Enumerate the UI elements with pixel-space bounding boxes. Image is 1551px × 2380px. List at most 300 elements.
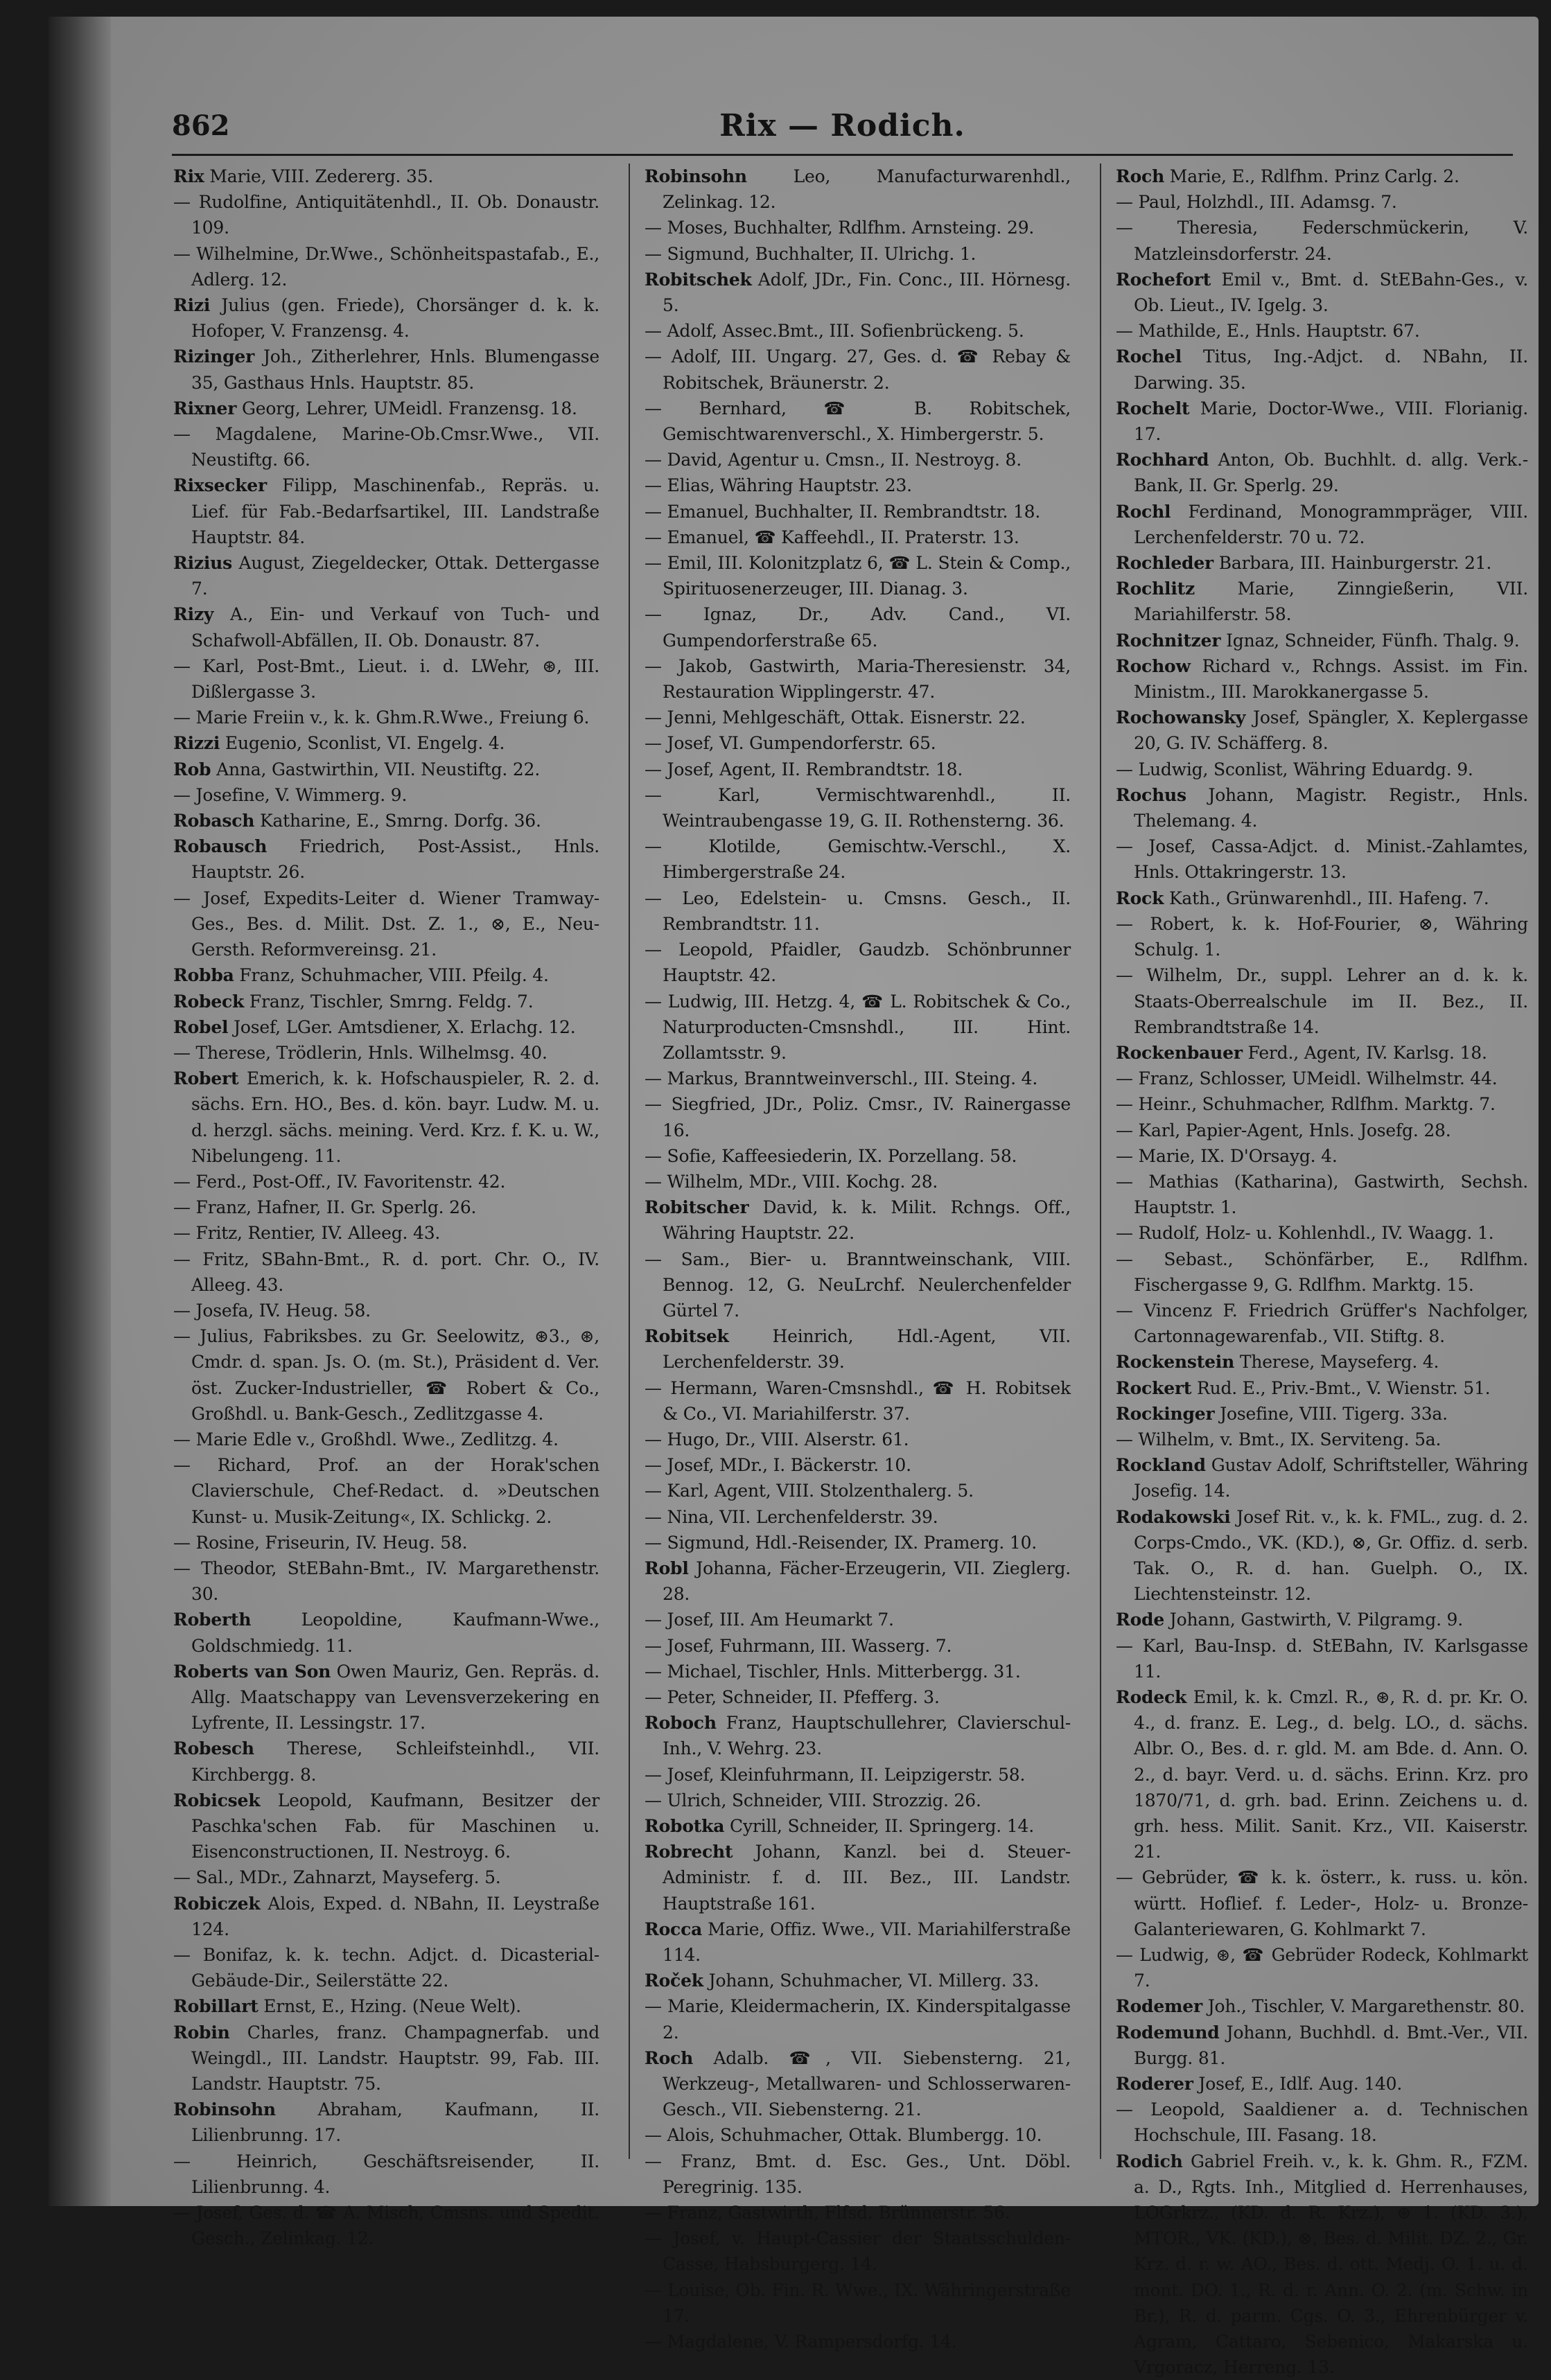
entry-details: Filipp, Maschinenfab., Repräs. u. Lief. für Fab.-Bedarfsartikel, III. Landstraße Hauptstr. 84. (191, 475, 599, 547)
directory-entry (1116, 344, 1528, 395)
entry-details: Julius (gen. Friede), Chorsänger d. k. k. Hofoper, V. Franzensg. 4. (191, 295, 599, 342)
entry-details: Titus, Ing.-Adjct. d. NBahn, II. Darwing. 35. (1134, 346, 1528, 393)
entry-details: — Sofie, Kaffeesiederin, IX. Porzellang. 58. (645, 1145, 1017, 1166)
entry-details: — Karl, Post-Bmt., Lieut. i. d. LWehr, ⊛, III. Dißlergasse 3. (173, 655, 599, 703)
directory-entry (645, 344, 1071, 395)
directory-entry (645, 782, 1071, 834)
entry-details: Ferd., Agent, IV. Karlsg. 18. (1242, 1042, 1487, 1063)
entry-details: Leopold, Kaufmann, Besitzer der Paschka'schen Fab. für Maschinen u. Eisenconstructionen, II. Nestroyg. 6. (191, 1790, 599, 1862)
entry-surname: Rochefort (1116, 269, 1211, 290)
entry-details: — Richard, Prof. an der Horak'schen Clavierschule, Chef-Redact. d. »Deutschen Kunst- u. Musik-Zeitung«, IX. Schlickg. 2. (173, 1455, 599, 1527)
directory-entry (173, 1169, 599, 1195)
entry-details: — Siegfried, JDr., Poliz. Cmsr., IV. Rainergasse 16. (645, 1094, 1071, 1140)
entry-details: Gustav Adolf, Schriftsteller, Währing Josefig. 14. (1134, 1455, 1528, 1501)
directory-entry (173, 1607, 599, 1658)
directory-entry (645, 1427, 1071, 1452)
entry-surname: Rochhard (1116, 450, 1209, 470)
entry-details: — Josef, MDr., I. Bäckerstr. 10. (645, 1455, 911, 1476)
entry-details: — Hugo, Dr., VIII. Alserstr. 61. (645, 1429, 909, 1449)
directory-entry (1116, 1942, 1528, 1993)
entry-details: — Marie Freiin v., k. k. Ghm.R.Wwe., Freiung 6. (173, 707, 590, 728)
directory-entry (645, 834, 1071, 885)
directory-entry (645, 1710, 1071, 1761)
directory-entry (173, 601, 599, 653)
entry-surname: Roboch (645, 1713, 717, 1734)
entry-surname: Robausch (173, 836, 268, 857)
directory-entry (645, 1813, 1071, 1839)
directory-entry (645, 885, 1071, 937)
entry-details: Josef Rit. v., k. k. FML., zug. d. 2. Corps-Cmdo., VK. (KD.), ⊗, Gr. Offiz. d. serb. Tak. O., R. d. han. Guelph. O., IX. Liechtensteinstr. 12. (1134, 1506, 1528, 1605)
directory-entry (645, 705, 1071, 730)
entry-details: — Karl, Vermischtwarenhdl., II. Weintraubengasse 19, G. II. Rothensterng. 36. (645, 784, 1071, 831)
entry-details: — Josef, VI. Gumpendorferstr. 65. (645, 733, 936, 754)
entry-details: Therese, Schleifsteinhdl., VII. Kirchbergg. 8. (191, 1738, 599, 1785)
running-title: Rix — Rodich. (719, 108, 965, 143)
entry-details: — Karl, Bau-Insp. d. StEBahn, IV. Karlsgasse 11. (1116, 1635, 1528, 1682)
entry-details: — Klotilde, Gemischtw.-Verschl., X. Himbergerstraße 24. (645, 836, 1071, 883)
directory-entry (1116, 1066, 1528, 1091)
entry-details: Franz, Tischler, Smrng. Feldg. 7. (244, 991, 534, 1012)
directory-entry (1116, 1993, 1528, 2019)
entry-surname: Rochelt (1116, 398, 1190, 418)
entry-details: — Josef, Agent, II. Rembrandtstr. 18. (645, 759, 963, 779)
directory-entry (645, 473, 1071, 498)
directory-entry (173, 653, 599, 705)
directory-entry (173, 241, 599, 292)
directory-entry (645, 2122, 1071, 2148)
entry-details: — Gebrüder, ☎ k. k. österr., k. russ. u. kön. württ. Hoflief. f. Leder-, Holz- u. Bronze-Galanteriewaren, G. Kohlmarkt 7. (1116, 1867, 1528, 1939)
entry-details: Josef, Spängler, X. Keplergasse 20, G. IV. Schäfferg. 8. (1134, 707, 1528, 754)
entry-surname: Rochl (1116, 501, 1171, 522)
directory-entry (173, 421, 599, 473)
entry-surname: Rock (1116, 888, 1164, 908)
entry-details: Rud. E., Priv.-Bmt., V. Wienstr. 51. (1191, 1377, 1491, 1398)
directory-entry (1116, 499, 1528, 550)
entry-details: — Moses, Buchhalter, Rdlfhm. Arnsteing. 29. (645, 218, 1035, 238)
entry-surname: Rixsecker (173, 475, 267, 496)
directory-entry (173, 1323, 599, 1427)
directory-entry (173, 1942, 599, 1993)
entry-details: — Hermann, Waren-Cmsnshdl., ☎ H. Robitsek & Co., VI. Mariahilferstr. 37. (645, 1377, 1071, 1424)
directory-entry (645, 215, 1071, 240)
entry-surname: Rix (173, 166, 204, 186)
entry-surname: Rodeck (1116, 1686, 1187, 1707)
entry-surname: Robinsohn (173, 2099, 276, 2120)
entry-details: — Emanuel, Buchhalter, II. Rembrandtstr. 18. (645, 501, 1041, 522)
entry-details: Ferdinand, Monogrammpräger, VIII. Lerchenfelderstr. 70 u. 72. (1134, 501, 1528, 547)
entry-details: Kath., Grünwarenhdl., III. Hafeng. 7. (1164, 888, 1489, 908)
directory-entry (1116, 1401, 1528, 1427)
entry-surname: Roček (645, 1971, 703, 1991)
entry-details: — Jakob, Gastwirth, Maria-Theresienstr. 34, Restauration Wipplingerstr. 47. (645, 655, 1071, 703)
entry-surname: Rodakowski (1116, 1506, 1231, 1527)
entry-surname: Robinsohn (645, 166, 747, 186)
entry-details: — Ignaz, Dr., Adv. Cand., VI. Gumpendorferstraße 65. (645, 604, 1071, 651)
entry-surname: Rochel (1116, 346, 1182, 367)
directory-entry (1116, 550, 1528, 576)
directory-entry (645, 1555, 1071, 1607)
entry-surname: Robeck (173, 991, 245, 1012)
entry-details: — Ludwig, III. Hetzg. 4, ☎ L. Robitschek & Co., Naturproducten-Cmsnshdl., III. Hint. Zollamtsstr. 9. (645, 991, 1071, 1063)
directory-entry (1116, 834, 1528, 885)
entry-details: — Magdalene, V. Rampersdorfg. 14. (645, 2331, 957, 2352)
entry-details: Emil v., Bmt. d. StEBahn-Ges., v. Ob. Lieut., IV. Igelg. 3. (1134, 269, 1528, 316)
directory-entry (173, 164, 599, 189)
entry-details: — Sigmund, Hdl.-Reisender, IX. Pramerg. 10. (645, 1532, 1037, 1553)
directory-entry (173, 2200, 599, 2251)
directory-entry (1116, 447, 1528, 498)
directory-entry (173, 344, 599, 395)
entry-surname: Roch (645, 2047, 694, 2068)
entry-details: — Sam., Bier- u. Branntweinschank, VIII. Bennog. 12, G. NeuLrchf. Neulerchenfelder Gürtel 7. (645, 1249, 1071, 1321)
directory-entry (173, 1040, 599, 1066)
entry-details: Joh., Zitherlehrer, Hnls. Blumengasse 35, Gasthaus Hnls. Hauptstr. 85. (191, 346, 599, 393)
entry-details: — Ludwig, ⊛, ☎ Gebrüder Rodeck, Kohlmarkt 7. (1116, 1945, 1528, 1991)
column-2 (645, 164, 1071, 2352)
entry-surname: Robasch (173, 811, 255, 831)
directory-entry (645, 2329, 1071, 2354)
entry-surname: Rode (1116, 1610, 1165, 1630)
directory-entry (1116, 782, 1528, 834)
directory-entry (1116, 318, 1528, 344)
directory-entry (173, 1659, 599, 1736)
entry-details: Franz, Hauptschullehrer, Clavierschul-Inh., V. Wehrg. 23. (663, 1713, 1071, 1759)
directory-entry (645, 164, 1071, 215)
entry-details: Adalb. ☎, VII. Siebensterng. 21, Werkzeug-, Metallwaren- und Schlosserwaren-Gesch., VII. Siebensterng. 21. (663, 2047, 1071, 2120)
entry-details: — Josef, Expedits-Leiter d. Wiener Tramway-Ges., Bes. d. Milit. Dst. Z. 1., ⊗, E., Neu-Gersth. Reformvereinsg. 21. (173, 888, 599, 960)
entry-details: — Josefa, IV. Heug. 58. (173, 1300, 371, 1321)
column-1 (173, 164, 599, 2249)
directory-entry (645, 318, 1071, 344)
directory-entry (1116, 1169, 1528, 1220)
entry-details: Charles, franz. Champagnerfab. und Weingdl., III. Landstr. Hauptstr. 99, Fab. III. Landstr. Hauptstr. 75. (191, 2022, 599, 2095)
entry-details: — Franz, Bmt. d. Esc. Ges., Unt. Döbl. Peregrinig. 135. (645, 2151, 1071, 2197)
entry-details: — Josef, v. Haupt-Cassier der Staatsschulden-Casse, Habsburgerg. 14. (645, 2228, 1071, 2275)
directory-entry (173, 396, 599, 421)
entry-details: Josefine, VIII. Tigerg. 33a. (1214, 1403, 1448, 1424)
entry-details: Anton, Ob. Buchhlt. d. allg. Verk.-Bank, II. Gr. Sperlg. 29. (1134, 450, 1528, 496)
directory-entry (645, 1143, 1071, 1169)
directory-entry (1116, 267, 1528, 318)
directory-entry (1116, 757, 1528, 782)
directory-entry (173, 2149, 599, 2200)
entry-details: — Leopold, Saaldiener a. d. Technischen Hochschule, III. Fasang. 18. (1116, 2099, 1528, 2146)
directory-entry (1116, 1246, 1528, 1298)
entry-details: — Sal., MDr., Zahnarzt, Mayseferg. 5. (173, 1867, 501, 1888)
entry-surname: Rochow (1116, 655, 1191, 676)
directory-entry (173, 1788, 599, 1865)
entry-surname: Rochowansky (1116, 707, 1246, 728)
entry-details: — Theresia, Federschmückerin, V. Matzleinsdorferstr. 24. (1116, 218, 1528, 264)
entry-details: Ernst, E., Hzing. (Neue Welt). (258, 1996, 521, 2017)
entry-details: — Adolf, III. Ungarg. 27, Ges. d. ☎ Rebay & Robitschek, Bräunerstr. 2. (645, 346, 1071, 393)
entry-details: Therese, Mayseferg. 4. (1234, 1352, 1439, 1373)
directory-entry (173, 1891, 599, 1942)
column-divider (1100, 164, 1101, 2159)
directory-entry (1116, 396, 1528, 447)
directory-entry (1116, 2071, 1528, 2097)
directory-entry (173, 834, 599, 885)
entry-details: — Fritz, Rentier, IV. Alleeg. 43. (173, 1223, 441, 1244)
page-number: 862 (172, 109, 230, 142)
directory-entry (173, 189, 599, 240)
entry-details: — Marie Edle v., Großhdl. Wwe., Zedlitzg. 4. (173, 1429, 559, 1449)
directory-entry (173, 730, 599, 756)
entry-details: — Markus, Branntweinverschl., III. Steing. 4. (645, 1068, 1038, 1089)
entry-details: Anna, Gastwirthin, VII. Neustiftg. 22. (211, 759, 541, 779)
directory-entry (1116, 2097, 1528, 2148)
directory-entry (645, 937, 1071, 988)
entry-details: August, Ziegeldecker, Ottak. Dettergasse 7. (191, 553, 599, 599)
entry-details: Johann, Buchhdl. d. Bmt.-Ver., VII. Burgg. 81. (1134, 2022, 1528, 2068)
entry-details: Johann, Schuhmacher, VI. Millerg. 33. (703, 1971, 1040, 1991)
directory-entry (173, 292, 599, 344)
column-3 (1116, 164, 1528, 2378)
directory-entry (173, 989, 599, 1014)
entry-details: — Josefine, V. Wimmerg. 9. (173, 784, 408, 805)
entry-surname: Rochleder (1116, 553, 1214, 574)
entry-surname: Rochus (1116, 784, 1186, 805)
entry-details: — Franz, Hafner, II. Gr. Sperlg. 26. (173, 1197, 477, 1218)
entry-details: — Mathilde, E., Hnls. Hauptstr. 67. (1116, 321, 1420, 342)
entry-surname: Robiczek (173, 1893, 261, 1914)
directory-entry (173, 1195, 599, 1220)
entry-details: — Bonifaz, k. k. techn. Adjct. d. Dicasterial-Gebäude-Dir., Seilerstätte 22. (173, 1945, 599, 1991)
entry-details: — Rudolf, Holz- u. Kohlenhdl., IV. Waagg. 1. (1116, 1223, 1494, 1244)
entry-surname: Robin (173, 2022, 230, 2043)
directory-entry (173, 782, 599, 808)
entry-details: — Heinr., Schuhmacher, Rdlfhm. Marktg. 7. (1116, 1094, 1496, 1115)
directory-entry (645, 1968, 1071, 1993)
entry-details: Eugenio, Sconlist, VI. Engelg. 4. (220, 733, 505, 754)
directory-entry (1116, 1143, 1528, 1169)
directory-entry (645, 2045, 1071, 2123)
entry-details: Georg, Lehrer, UMeidl. Franzensg. 18. (236, 398, 577, 418)
directory-entry (645, 2149, 1071, 2200)
entry-surname: Rodemund (1116, 2022, 1220, 2043)
directory-entry (1116, 1118, 1528, 1143)
entry-details: — Josef, Kleinfuhrmann, II. Leipzigerstr. 58. (645, 1764, 1026, 1785)
directory-entry (1116, 2149, 1528, 2380)
entry-surname: Rockert (1116, 1377, 1192, 1398)
entry-details: A., Ein- und Verkauf von Tuch- und Schafwoll-Abfällen, II. Ob. Donaustr. 87. (191, 604, 599, 651)
entry-details: — Wilhelm, MDr., VIII. Kochg. 28. (645, 1171, 938, 1192)
entry-details: Cyrill, Schneider, II. Springerg. 14. (724, 1816, 1034, 1836)
entry-surname: Robel (173, 1016, 229, 1037)
entry-surname: Robl (645, 1558, 689, 1578)
directory-entry (1116, 1633, 1528, 1684)
directory-entry (645, 1607, 1071, 1632)
entry-surname: Roderer (1116, 2074, 1193, 2095)
column-divider (629, 164, 630, 2159)
entry-surname: Rochlitz (1116, 579, 1195, 599)
entry-details: Johann, Gastwirth, V. Pilgramg. 9. (1164, 1610, 1464, 1630)
entry-details: — Ulrich, Schneider, VIII. Strozzig. 26. (645, 1790, 981, 1810)
directory-entry (173, 1427, 599, 1452)
directory-entry (645, 1066, 1071, 1091)
entry-details: Leo, Manufacturwarenhdl., Zelinkag. 12. (663, 166, 1071, 213)
entry-details: — Emanuel, ☎ Kaffeehdl., II. Praterstr. 13. (645, 527, 1019, 547)
directory-entry (173, 550, 599, 601)
entry-surname: Robillart (173, 1996, 258, 2017)
entry-details: Marie, Doctor-Wwe., VIII. Florianig. 17. (1134, 398, 1528, 445)
directory-entry (645, 499, 1071, 525)
entry-details: — Elias, Währing Hauptstr. 23. (645, 475, 912, 496)
entry-surname: Robrecht (645, 1842, 733, 1862)
entry-details: Abraham, Kaufmann, II. Lilienbrunng. 17. (191, 2099, 599, 2146)
directory-entry (1116, 962, 1528, 1040)
entry-details: — Vincenz F. Friedrich Grüffer's Nachfolger, Cartonnagewarenfab., VII. Stiftg. 8. (1116, 1300, 1528, 1347)
entry-surname: Rizius (173, 553, 233, 574)
entry-details: Ignaz, Schneider, Fünfh. Thalg. 9. (1220, 630, 1520, 651)
entry-details: Franz, Schuhmacher, VIII. Pfeilg. 4. (234, 965, 549, 986)
entry-details: Joh., Tischler, V. Margarethenstr. 80. (1202, 1996, 1525, 2017)
directory-entry (173, 1066, 599, 1169)
entry-details: — Josef, III. Am Heumarkt 7. (645, 1610, 894, 1630)
directory-entry (173, 1220, 599, 1246)
entry-surname: Rodich (1116, 2151, 1183, 2171)
directory-entry (173, 1555, 599, 1607)
directory-entry (1116, 628, 1528, 653)
entry-details: — Leopold, Pfaidler, Gaudzb. Schönbrunner Hauptstr. 42. (645, 940, 1071, 986)
directory-entry (645, 525, 1071, 550)
directory-entry (645, 1633, 1071, 1659)
entry-surname: Robba (173, 965, 234, 986)
entry-details: — Nina, VII. Lerchenfelderstr. 39. (645, 1506, 938, 1527)
entry-details: Johanna, Fächer-Erzeugerin, VII. Zieglerg. 28. (663, 1558, 1071, 1605)
directory-entry (645, 396, 1071, 447)
entry-details: — Magdalene, Marine-Ob.Cmsr.Wwe., VII. Neustiftg. 66. (173, 424, 599, 470)
entry-details: — Wilhelm, Dr., suppl. Lehrer an d. k. k. Staats-Oberrealschule im II. Bez., II. Rembrandtstraße 14. (1116, 965, 1528, 1037)
directory-entry (173, 962, 599, 988)
directory-entry (173, 1246, 599, 1298)
entry-details: — Paul, Holzhdl., III. Adamsg. 7. (1116, 192, 1397, 213)
entry-details: — Karl, Papier-Agent, Hnls. Josefg. 28. (1116, 1120, 1451, 1140)
entry-details: — Leo, Edelstein- u. Cmsns. Gesch., II. Rembrandtstr. 11. (645, 888, 1071, 934)
entry-surname: Rockenstein (1116, 1352, 1235, 1373)
entry-surname: Robitscher (645, 1197, 749, 1218)
entry-details: — Robert, k. k. Hof-Fourier, ⊗, Währing Schulg. 1. (1116, 913, 1528, 960)
entry-details: — Adolf, Assec.Bmt., III. Sofienbrückeng. 5. (645, 321, 1024, 342)
entry-surname: Rixner (173, 398, 237, 418)
directory-entry (173, 1993, 599, 2019)
directory-entry (645, 1375, 1071, 1427)
entry-details: — Sebast., Schönfärber, E., Rdlfhm. Fischergasse 9, G. Rdlfhm. Marktg. 15. (1116, 1249, 1528, 1295)
scanned-page (49, 17, 1539, 2378)
directory-entry (1116, 705, 1528, 756)
directory-entry (645, 730, 1071, 756)
entry-surname: Robotka (645, 1816, 725, 1836)
directory-entry (645, 1839, 1071, 1916)
directory-entry (645, 1452, 1071, 1478)
directory-entry (645, 550, 1071, 601)
entry-details: — Julius, Fabriksbes. zu Gr. Seelowitz, ⊛3., ⊛, Cmdr. d. span. Js. O. (m. St.), Präsident d. Ver. öst. Zucker-Industrieller, ☎ Robert & Co., Großhdl. u. Bank-Gesch., Zedlitzgasse 4. (173, 1326, 599, 1424)
page-header (172, 98, 1513, 156)
entry-details: — Therese, Trödlerin, Hnls. Wilhelmsg. 40. (173, 1042, 547, 1063)
directory-entry (1116, 1504, 1528, 1607)
entry-details: Josef, E., Idlf. Aug. 140. (1193, 2074, 1403, 2095)
directory-entry (645, 1762, 1071, 1788)
entry-surname: Robert (173, 1068, 239, 1089)
directory-entry (645, 447, 1071, 473)
directory-entry (645, 1659, 1071, 1684)
entry-surname: Rizy (173, 604, 214, 625)
directory-entry (1116, 1091, 1528, 1117)
directory-entry (645, 1916, 1071, 1968)
directory-entry (1116, 189, 1528, 215)
entry-details: — Rosine, Friseurin, IV. Heug. 58. (173, 1532, 468, 1553)
directory-entry (173, 808, 599, 834)
directory-entry (173, 885, 599, 963)
entry-surname: Rockland (1116, 1455, 1206, 1476)
entry-details: — Franz, Schlosser, UMeidl. Wilhelmstr. 44. (1116, 1068, 1498, 1089)
book-spine-shadow (49, 17, 111, 2206)
entry-details: — Louise, Ob. Fin. R. Wwe., IX. Währingerstraße 17. (645, 2280, 1071, 2326)
directory-entry (1116, 1040, 1528, 1066)
entry-surname: Roch (1116, 166, 1165, 186)
entry-details: — Emil, III. Kolonitzplatz 6, ☎ L. Stein & Comp., Spirituosenerzeuger, III. Dianag. 3. (645, 553, 1071, 599)
entry-details: — Wilhelmine, Dr.Wwe., Schönheitspastafab., E., Adlerg. 12. (173, 243, 599, 290)
directory-entry (645, 1530, 1071, 1555)
entry-details: Marie, E., Rdlfhm. Prinz Carlg. 2. (1164, 166, 1460, 186)
entry-surname: Rocca (645, 1919, 703, 1939)
entry-details: Marie, Zinngießerin, VII. Mariahilferstr. 58. (1134, 579, 1528, 625)
entry-details: — Rudolfine, Antiquitätenhdl., II. Ob. Donaustr. 109. (173, 192, 599, 238)
entry-surname: Rizi (173, 295, 211, 316)
directory-entry (645, 1993, 1071, 2045)
entry-details: — David, Agentur u. Cmsn., II. Nestroyg. 8. (645, 450, 1022, 470)
directory-entry (645, 1788, 1071, 1813)
entry-details: Leopoldine, Kaufmann-Wwe., Goldschmiedg. 11. (191, 1610, 599, 1656)
entry-details: Richard v., Rchngs. Assist. im Fin. Ministm., III. Marokkanergasse 5. (1134, 655, 1528, 703)
entry-details: — Heinrich, Geschäftsreisender, II. Lilienbrunng. 4. (173, 2151, 599, 2197)
entry-details: — Michael, Tischler, Hnls. Mitterbergg. 31. (645, 1661, 1021, 1682)
entry-details: — Jenni, Mehlgeschäft, Ottak. Eisnerstr. 22. (645, 707, 1026, 728)
entry-details: Katharine, E., Smrng. Dorfg. 36. (254, 811, 541, 831)
directory-entry (1116, 1349, 1528, 1375)
entry-details: Adolf, JDr., Fin. Conc., III. Hörnesg. 5. (663, 269, 1071, 316)
entry-surname: Roberth (173, 1610, 252, 1630)
entry-surname: Robicsek (173, 1790, 261, 1810)
entry-details: — Josef, Cassa-Adjct. d. Minist.-Zahlamtes, Hnls. Ottakringerstr. 13. (1116, 836, 1528, 883)
entry-surname: Roberts van Son (173, 1661, 331, 1682)
entry-details: David, k. k. Milit. Rchngs. Off., Währing Hauptstr. 22. (663, 1197, 1071, 1244)
directory-entry (645, 2277, 1071, 2329)
directory-entry (645, 241, 1071, 267)
directory-entry (1116, 164, 1528, 189)
directory-entry (645, 1169, 1071, 1195)
entry-details: Owen Mauriz, Gen. Repräs. d. Allg. Maatschappy van Levensverzekering en Lyfrente, II. Lessingstr. 17. (191, 1661, 599, 1734)
entry-surname: Rob (173, 759, 211, 779)
entry-details: — Bernhard, ☎ B. Robitschek, Gemischtwarenverschl., X. Himbergerstr. 5. (645, 398, 1071, 445)
directory-entry (645, 1684, 1071, 1710)
directory-entry (173, 1736, 599, 1787)
directory-entry (645, 1246, 1071, 1324)
directory-entry (1116, 1865, 1528, 1942)
entry-details: Johann, Kanzl. bei d. Steuer-Administr. f. d. III. Bez., III. Landstr. Hauptstraße 161. (663, 1842, 1071, 1914)
entry-details: Friedrich, Post-Assist., Hnls. Hauptstr. 26. (191, 836, 599, 883)
directory-entry (645, 989, 1071, 1066)
entry-details: — Theodor, StEBahn-Bmt., IV. Margarethenstr. 30. (173, 1558, 599, 1605)
entry-details: — Josef, Ges. d. ☎ A. Misch, Cmsns. und Spedit. Gesch., Zelinkag. 12. (173, 2203, 599, 2249)
directory-entry (645, 1504, 1071, 1530)
entry-surname: Robesch (173, 1738, 254, 1759)
directory-entry (645, 267, 1071, 318)
entry-details: — Karl, Agent, VIII. Stolzenthalerg. 5. (645, 1481, 974, 1501)
directory-entry (173, 1014, 599, 1040)
entry-details: Gabriel Freih. v., k. k. Ghm. R., FZM. a. D., Rgts. Inh., Mitglied d. Herrenhauses, LOGrkrz., (KD. d. R. Krz.), ⊛ 1. (KD. 3.), MTOR., VK. (KD.), ⊗, Bes. d. Milit. DZ. 2., Gr. Krz. d. r. w. AO., Bes. d. ott. Medj. O. 1. u. d. mont. DO. 1., R. d. r. Ann. O. 2. (m. Schw. in Br.), R. d. parm. Cgs. O. 3., Ehrenbürger v. Agram, Cattaro, Sebenico, Makarska u. Vrgoracz, Herreng. 13. (1134, 2151, 1528, 2378)
entry-surname: Robitsek (645, 1326, 729, 1347)
